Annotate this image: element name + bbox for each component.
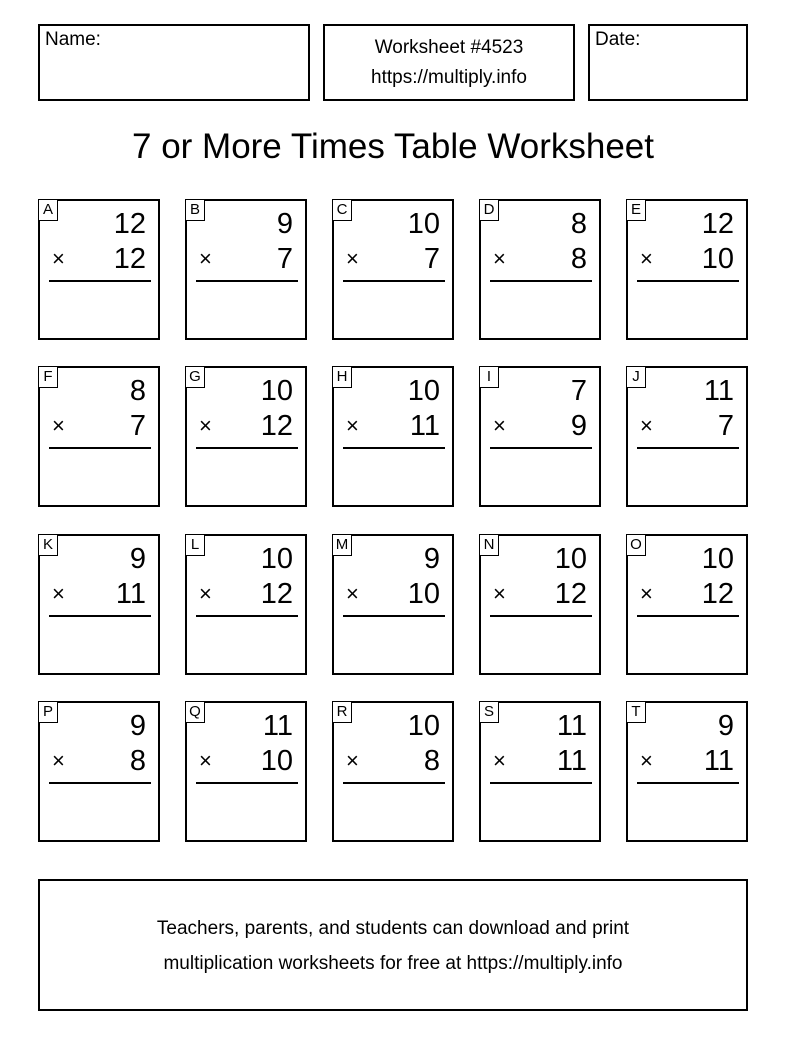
multiplicand: 12 [113, 208, 146, 240]
multiplicand: 8 [570, 208, 587, 240]
multiplicand: 12 [701, 208, 734, 240]
problem-letter: Q [185, 701, 205, 723]
times-sign: × [493, 748, 506, 773]
multiplicand: 9 [276, 208, 293, 240]
answer-line [637, 782, 739, 784]
multiplier: 8 [570, 243, 587, 275]
multiplier: 11 [409, 410, 440, 442]
times-sign: × [199, 748, 212, 773]
multiplier: 12 [701, 578, 734, 610]
multiplier: 7 [129, 410, 146, 442]
multiplicand: 10 [407, 208, 440, 240]
problem-letter: I [479, 366, 499, 388]
answer-line [490, 615, 592, 617]
worksheet-number: Worksheet #4523 [374, 37, 524, 58]
multiplicand: 10 [260, 543, 293, 575]
problem-card [479, 366, 601, 507]
answer-line [49, 782, 151, 784]
times-sign: × [52, 581, 65, 606]
problem-letter: P [38, 701, 58, 723]
times-sign: × [199, 581, 212, 606]
problem-letter: D [479, 199, 499, 221]
name-label: Name: [45, 29, 101, 50]
problem-card [332, 366, 454, 507]
problem-card [479, 199, 601, 340]
answer-line [343, 447, 445, 449]
times-sign: × [346, 581, 359, 606]
multiplier: 8 [129, 745, 146, 777]
problem-card [38, 701, 160, 842]
multiplier: 12 [260, 410, 293, 442]
times-sign: × [52, 413, 65, 438]
times-sign: × [346, 413, 359, 438]
answer-line [196, 615, 298, 617]
problem-letter: A [38, 199, 58, 221]
times-sign: × [346, 748, 359, 773]
footer-line-1: Teachers, parents, and students can download and print [156, 918, 630, 939]
footer-line-2: multiplication worksheets for free at https://multiply.info [163, 953, 623, 974]
multiplicand: 10 [701, 543, 734, 575]
multiplicand: 10 [554, 543, 587, 575]
answer-line [343, 615, 445, 617]
problem-letter: K [38, 534, 58, 556]
answer-line [637, 615, 739, 617]
times-sign: × [640, 246, 653, 271]
page-title: 7 or More Times Table Worksheet [132, 127, 654, 166]
multiplier: 11 [556, 745, 587, 777]
multiplier: 10 [407, 578, 440, 610]
answer-line [490, 280, 592, 282]
multiplier: 10 [260, 745, 293, 777]
times-sign: × [640, 581, 653, 606]
multiplier: 11 [703, 745, 734, 777]
problem-card [332, 534, 454, 675]
footer-box [38, 879, 748, 1011]
answer-line [490, 447, 592, 449]
times-sign: × [493, 413, 506, 438]
times-sign: × [52, 246, 65, 271]
answer-line [637, 447, 739, 449]
problem-letter: J [626, 366, 646, 388]
answer-line [49, 280, 151, 282]
problem-letter: R [332, 701, 352, 723]
problem-card [185, 701, 307, 842]
multiplier: 12 [554, 578, 587, 610]
problem-card [38, 366, 160, 507]
problem-card [332, 199, 454, 340]
problem-card [38, 534, 160, 675]
answer-line [637, 280, 739, 282]
answer-line [196, 280, 298, 282]
multiplicand: 9 [423, 543, 440, 575]
problem-card [626, 701, 748, 842]
multiplier: 12 [260, 578, 293, 610]
problem-letter: T [626, 701, 646, 723]
multiplier: 11 [115, 578, 146, 610]
times-sign: × [52, 748, 65, 773]
answer-line [490, 782, 592, 784]
times-sign: × [493, 246, 506, 271]
answer-line [196, 447, 298, 449]
problem-card [626, 199, 748, 340]
worksheet-url: https://multiply.info [371, 67, 527, 88]
multiplier: 12 [113, 243, 146, 275]
problem-letter: H [332, 366, 352, 388]
problem-letter: M [332, 534, 352, 556]
times-sign: × [640, 748, 653, 773]
problem-letter: L [185, 534, 205, 556]
multiplicand: 9 [129, 710, 146, 742]
problem-card [38, 199, 160, 340]
problem-letter: E [626, 199, 646, 221]
multiplicand: 10 [407, 375, 440, 407]
problem-letter: G [185, 366, 205, 388]
times-sign: × [640, 413, 653, 438]
answer-line [343, 280, 445, 282]
answer-line [49, 615, 151, 617]
multiplier: 9 [570, 410, 587, 442]
problem-card [479, 534, 601, 675]
multiplicand: 7 [570, 375, 587, 407]
multiplier: 10 [701, 243, 734, 275]
problem-letter: O [626, 534, 646, 556]
multiplicand: 11 [556, 710, 587, 742]
times-sign: × [199, 413, 212, 438]
times-sign: × [199, 246, 212, 271]
answer-line [196, 782, 298, 784]
problem-card [185, 199, 307, 340]
multiplicand: 11 [262, 710, 293, 742]
problem-letter: C [332, 199, 352, 221]
problem-letter: F [38, 366, 58, 388]
times-sign: × [346, 246, 359, 271]
multiplier: 7 [423, 243, 440, 275]
multiplicand: 8 [129, 375, 146, 407]
answer-line [49, 447, 151, 449]
multiplicand: 11 [703, 375, 734, 407]
problem-card [479, 701, 601, 842]
problem-letter: S [479, 701, 499, 723]
problem-card [185, 534, 307, 675]
times-sign: × [493, 581, 506, 606]
multiplicand: 9 [129, 543, 146, 575]
answer-line [343, 782, 445, 784]
multiplicand: 10 [407, 710, 440, 742]
problem-card [332, 701, 454, 842]
problem-letter: N [479, 534, 499, 556]
problem-card [185, 366, 307, 507]
problem-letter: B [185, 199, 205, 221]
multiplicand: 10 [260, 375, 293, 407]
multiplicand: 9 [717, 710, 734, 742]
date-label: Date: [595, 29, 641, 50]
problem-card [626, 366, 748, 507]
multiplier: 8 [423, 745, 440, 777]
multiplier: 7 [717, 410, 734, 442]
multiplier: 7 [276, 243, 293, 275]
problem-card [626, 534, 748, 675]
